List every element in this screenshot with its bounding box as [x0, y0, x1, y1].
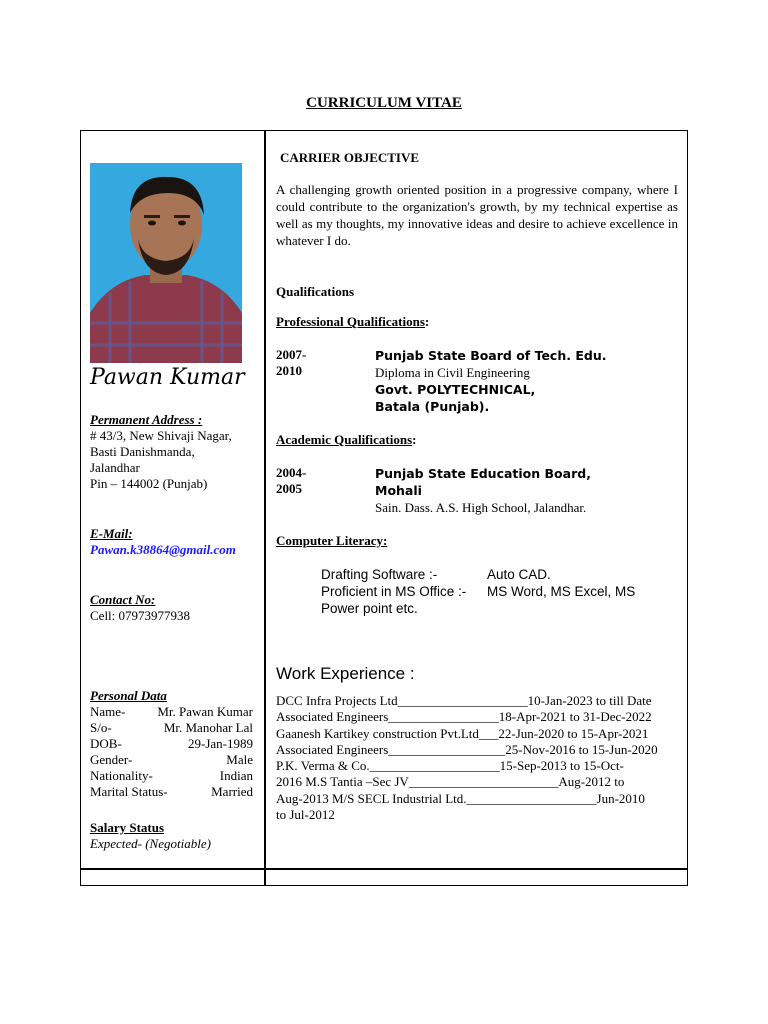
email-link[interactable]: Pawan.k38864@gmail.com — [90, 542, 236, 557]
personal-row — [90, 720, 253, 736]
academic-school: Sain. Dass. A.S. High School, Jalandhar. — [375, 500, 587, 515]
academic-board-line2: Mohali — [375, 483, 422, 498]
work-line: P.K. Verma & Co.____________________15-Sep-2013 to 15-Oct- — [276, 758, 624, 774]
address-line: # 43/3, New Shivaji Nagar, — [90, 428, 232, 443]
personal-value: Indian — [219, 768, 253, 783]
personal-value: 29-Jan-1989 — [188, 736, 253, 751]
address-section — [90, 412, 232, 492]
profile-photo — [90, 163, 242, 363]
document-title: CURRICULUM VITAE — [306, 95, 462, 111]
salary-label: Salary Status — [90, 820, 165, 835]
personal-row — [90, 736, 253, 752]
heading-colon: : — [424, 314, 430, 329]
work-line: Aug-2013 M/S SECL Industrial Ltd.____________________Jun-2010 — [276, 790, 645, 806]
professional-year: 2007-2010 — [276, 347, 307, 378]
computer-value: Auto CAD. — [487, 567, 551, 582]
personal-value: Married — [211, 784, 253, 799]
work-line: to Jul-2012 — [276, 807, 335, 823]
personal-value: Mr. Pawan Kumar — [157, 704, 253, 719]
candidate-name: Pawan Kumar — [90, 365, 245, 390]
contact-label: Contact No: — [90, 592, 156, 607]
personal-value: Male — [226, 752, 253, 767]
objective-heading: CARRIER OBJECTIVE — [280, 150, 420, 165]
personal-row — [90, 768, 253, 784]
personal-data-label: Personal Data — [90, 688, 167, 703]
professional-heading-text: Professional Qualifications — [276, 314, 425, 329]
work-experience-list — [276, 693, 678, 823]
contact-section — [90, 592, 190, 624]
address-line: Pin – 144002 (Punjab) — [90, 476, 208, 491]
email-label: E-Mail: — [90, 526, 133, 541]
salary-section — [90, 820, 211, 852]
personal-key: S/o- — [90, 720, 112, 735]
work-line: 2016 M.S Tantia –Sec JV_______________________Aug-2012 to — [276, 774, 625, 790]
personal-data-section — [90, 688, 253, 800]
personal-value: Mr. Manohar Lal — [163, 720, 253, 735]
personal-key: Nationality- — [90, 768, 153, 783]
work-line: Associated Engineers_________________18-Apr-2021 to 31-Dec-2022 — [276, 709, 652, 725]
contact-number: Cell: 07973977938 — [90, 608, 191, 623]
personal-key: Marital Status- — [90, 784, 168, 799]
email-section — [90, 526, 236, 558]
academic-board: Punjab State Education Board, — [375, 466, 591, 481]
personal-key: DOB- — [90, 736, 122, 751]
academic-heading-text: Academic Qualifications — [276, 432, 413, 447]
personal-key: Gender- — [90, 752, 133, 767]
work-experience-heading: Work Experience : — [276, 664, 415, 683]
professional-institute: Govt. POLYTECHNICAL, — [375, 382, 536, 397]
professional-place: Batala (Punjab). — [375, 399, 490, 414]
bottom-row-divider — [80, 868, 688, 870]
work-line: DCC Infra Projects Ltd____________________10-Jan-2023 to till Date — [276, 693, 652, 708]
address-label: Permanent Address : — [90, 412, 203, 427]
academic-heading — [276, 432, 678, 448]
objective-text: A challenging growth oriented position in a progressive company, where I could contribute to the organization's growth, by my technical expertise as well as my thoughts, my innovative ideas and desire to achieve excellence in whatever I do. — [276, 182, 678, 248]
personal-key: Name- — [90, 704, 126, 719]
qualifications-heading: Qualifications — [276, 284, 355, 299]
professional-heading — [276, 314, 678, 330]
personal-row — [90, 752, 253, 768]
address-line: Jalandhar — [90, 460, 140, 475]
personal-row — [90, 704, 253, 720]
work-line: Associated Engineers__________________25-Nov-2016 to 15-Jun-2020 — [276, 741, 658, 757]
heading-colon: : — [412, 432, 417, 447]
computer-key: Proficient in MS Office :- — [321, 584, 467, 599]
academic-year: 2004-2005 — [276, 465, 307, 496]
column-divider — [264, 130, 266, 886]
work-line: Gaanesh Kartikey construction Pvt.Ltd___22-Jun-2020 to 15-Apr-2021 — [276, 725, 649, 741]
professional-course: Diploma in Civil Engineering — [375, 365, 530, 380]
address-line: Basti Danishmanda, — [90, 444, 195, 459]
professional-details — [375, 347, 695, 415]
salary-value: Expected- (Negotiable) — [90, 836, 211, 851]
academic-details — [375, 465, 695, 516]
computer-heading: Computer Literacy: — [276, 533, 388, 548]
computer-value: MS Word, MS Excel, MS — [487, 584, 636, 599]
personal-row — [90, 784, 253, 800]
computer-key: Drafting Software :- — [321, 567, 438, 582]
computer-key: Power point etc. — [321, 601, 418, 616]
professional-board: Punjab State Board of Tech. Edu. — [375, 348, 607, 363]
